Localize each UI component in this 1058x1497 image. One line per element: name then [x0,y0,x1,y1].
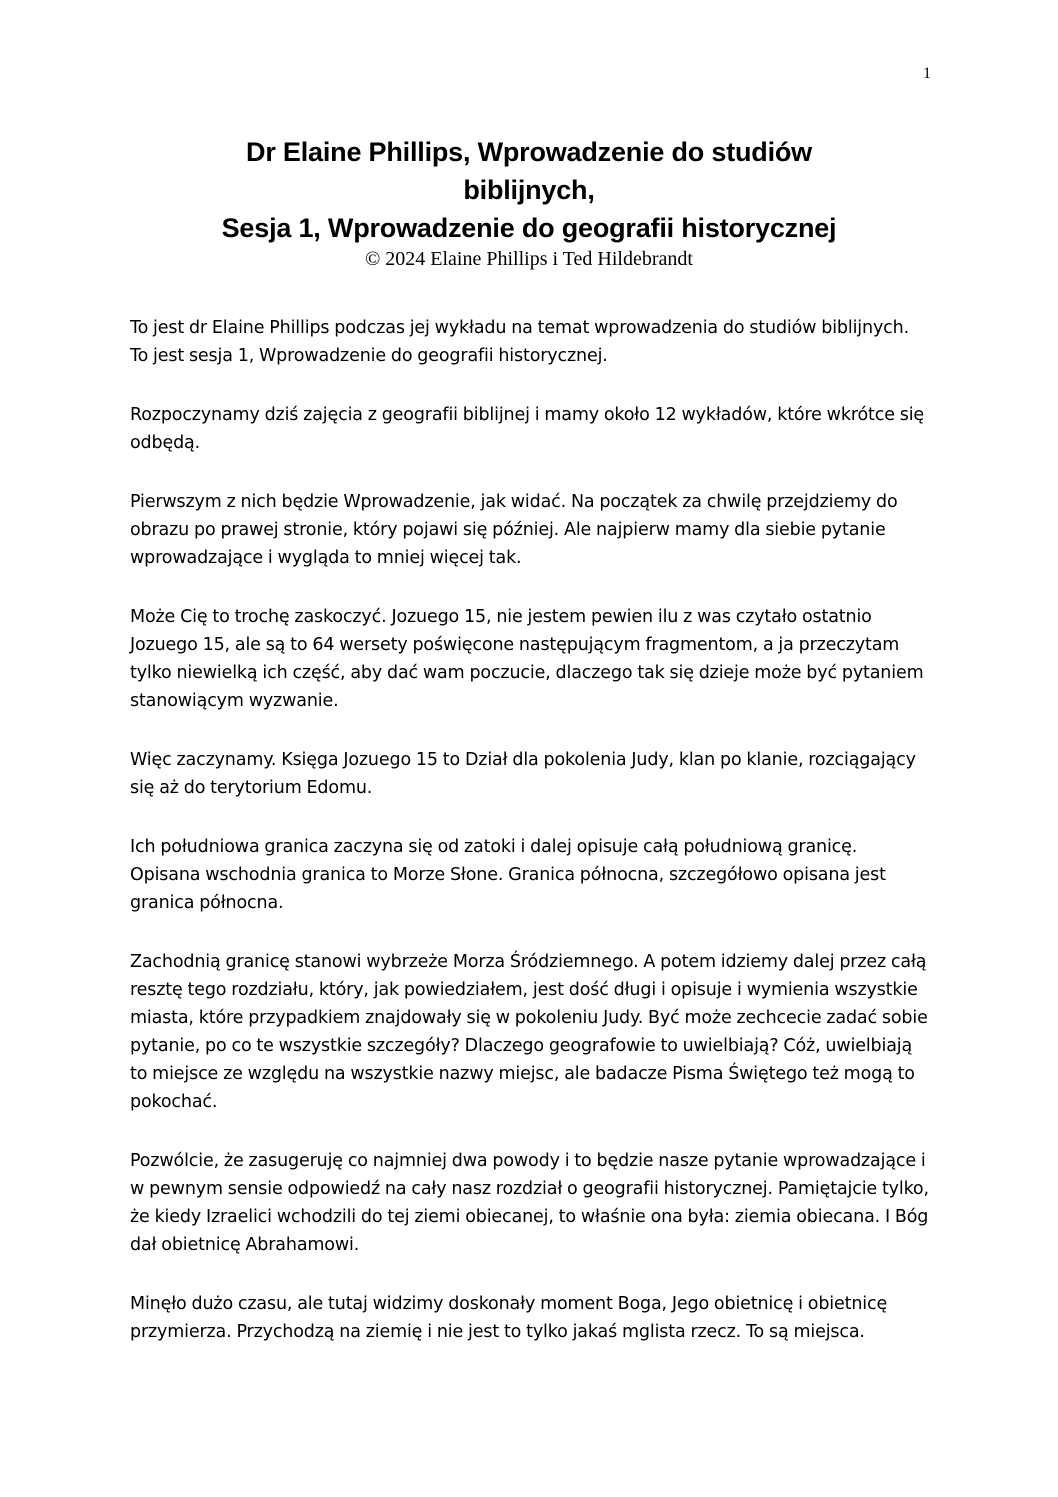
document-body [130,314,930,1377]
document-title-line-1: Dr Elaine Phillips, Wprowadzenie do studiów [246,137,812,167]
paragraph-3: Pierwszym z nich będzie Wprowadzenie, jak widać. Na początek za chwilę przejdziemy do obrazu po prawej stronie, który pojawi się później. Ale najpierw mamy dla siebie pytanie wprowadzające i wygląda to mniej więcej tak. [130,492,898,568]
copyright-notice: © 2024 Elaine Phillips i Ted Hildebrandt [365,248,693,270]
paragraph-2: Rozpoczynamy dziś zajęcia z geografii biblijnej i mamy około 12 wykładów, które wkrótce się odbędą. [130,405,925,453]
document-title-line-2: biblijnych, [463,175,595,205]
paragraph-8: Pozwólcie, że zasugeruję co najmniej dwa powody i to będzie nasze pytanie wprowadzające i w pewnym sensie odpowiedź na cały nasz rozdział o geografii historycznej. Pamiętajcie tylko, że kiedy Izraelici wchodzili do tej ziemi obiecanej, to właśnie ona była: ziemia obiecana. I Bóg dał obietnicę Abrahamowi. [130,1151,929,1255]
page-number: 1 [923,65,931,82]
paragraph-9: Minęło dużo czasu, ale tutaj widzimy doskonały moment Boga, Jego obietnicę i obietnicę przymierza. Przychodzą na ziemię i nie jest to tylko jakaś mglista rzecz. To są miejsca. [130,1294,888,1342]
paragraph-6: Ich południowa granica zaczyna się od zatoki i dalej opisuje całą południową granicę. Opisana wschodnia granica to Morze Słone. Granica północna, szczegółowo opisana jest granica północna. [130,837,886,913]
paragraph-1: To jest dr Elaine Phillips podczas jej wykładu na temat wprowadzenia do studiów biblijnych. To jest sesja 1, Wprowadzenie do geografii historycznej. [130,318,909,366]
paragraph-4: Może Cię to trochę zaskoczyć. Jozuego 15, nie jestem pewien ilu z was czytało ostatnio Jozuego 15, ale są to 64 wersety poświęcone następującym fragmentom, a ja przeczytam tylko niewielką ich część, aby dać wam poczucie, dlaczego tak się dzieje może być pytaniem stanowiącym wyzwanie. [130,607,924,711]
document-title-line-3: Sesja 1, Wprowadzenie do geografii historycznej [221,213,837,243]
paragraph-7: Zachodnią granicę stanowi wybrzeże Morza Śródziemnego. A potem idziemy dalej przez całą resztę tego rozdziału, który, jak powiedziałem, jest dość długi i opisuje i wymienia wszystkie miasta, które przypadkiem znajdowały się w pokoleniu Judy. Być może zechcecie zadać sobie pytanie, po co te wszystkie szczegóły? Dlaczego geografowie to uwielbiają? Cóż, uwielbiają to miejsce ze względu na wszystkie nazwy miejsc, ale badacze Pisma Świętego też mogą to pokochać. [130,952,928,1112]
paragraph-5: Więc zaczynamy. Księga Jozuego 15 to Dział dla pokolenia Judy, klan po klanie, rozciągający się aż do terytorium Edomu. [130,750,916,798]
document-header [130,133,928,271]
